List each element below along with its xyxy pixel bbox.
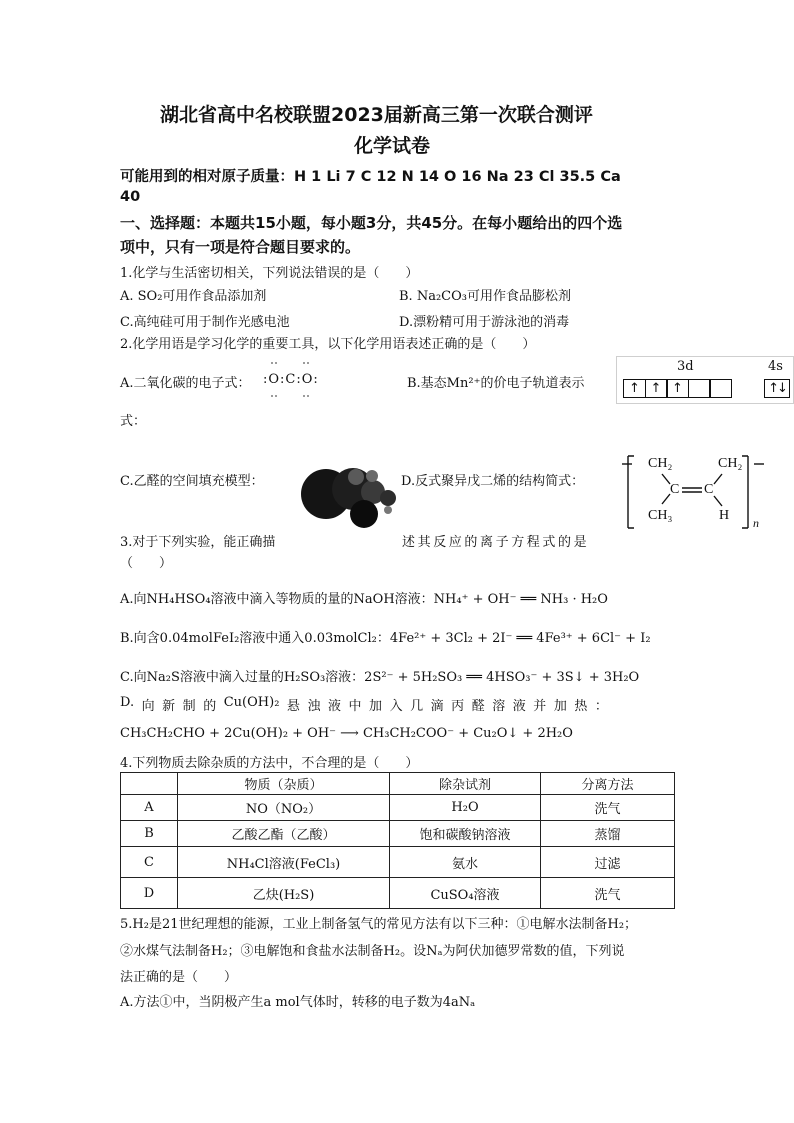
- q3-stem-right: 述其反应的离子方程式的是: [402, 535, 590, 550]
- orbital-diagram: [616, 356, 794, 404]
- q1-stem: 1.化学与生活密切相关，下列说法错误的是（ ）: [120, 266, 419, 281]
- table-cell: H₂O: [390, 795, 541, 821]
- page-title: 湖北省高中名校联盟2023届新高三第一次联合测评: [160, 104, 593, 126]
- table-cell: 洗气: [541, 878, 675, 909]
- orbital-box: [688, 379, 711, 398]
- orbital-box: ↑: [623, 379, 646, 398]
- q2-option-a: A.二氧化碳的电子式：: [120, 376, 251, 391]
- struct-n: n: [753, 516, 759, 530]
- q3-d-char: D.: [120, 695, 135, 710]
- q3-d-char: 新: [162, 699, 176, 714]
- q2-option-b: B.基态Mn²⁺的价电子轨道表示: [407, 376, 585, 391]
- q2-option-d: D.反式聚异戊二烯的结构简式：: [401, 474, 585, 489]
- q3-d-char: 液: [512, 699, 526, 714]
- struct-carbon-2: C: [704, 482, 714, 497]
- page-subtitle: 化学试卷: [354, 135, 431, 157]
- table-header-cell: 物质（杂质）: [178, 773, 390, 795]
- table-cell: 乙酸乙酯（乙酸）: [178, 821, 390, 847]
- orbital-box: [709, 379, 732, 398]
- table-header-cell: [121, 773, 178, 795]
- struct-h: H: [719, 508, 730, 523]
- table-header-cell: 除杂试剂: [390, 773, 541, 795]
- q3-stem-left: 3.对于下列实验，能正确描: [120, 535, 276, 550]
- atomic-mass-line-2: 40: [120, 189, 141, 205]
- polyisoprene-structure: [622, 452, 772, 534]
- q3-d-char: 加: [553, 699, 567, 714]
- section-heading: 一、选择题：本题共15小题，每小题3分，共45分。在每小题给出的四个选: [120, 214, 623, 232]
- table-cell: 洗气: [541, 795, 675, 821]
- q3-d-char: 并: [533, 699, 547, 714]
- acetaldehyde-model-image: [298, 462, 398, 540]
- q5-option-a: A.方法①中，当阴极产生a mol气体时，转移的电子数为4aNₐ: [120, 995, 476, 1010]
- table-cell: 蒸馏: [541, 821, 675, 847]
- q3-d-char: 入: [389, 699, 403, 714]
- q5-stem-line-3: 法正确的是（ ）: [120, 970, 238, 985]
- orbital-label-3d: 3d: [677, 359, 694, 374]
- q3-option-c: C.向Na₂S溶液中滴入过量的H₂SO₃溶液：2S²⁻ + 5H₂SO₃ ══ 4HSO₃⁻ + 3S↓ + 3H₂O: [120, 670, 640, 685]
- table-row: [121, 795, 675, 821]
- q3-d-char: 向: [141, 699, 155, 714]
- q3-d-char: 制: [182, 699, 196, 714]
- structure-bonds: [622, 452, 772, 534]
- struct-carbon-1: C: [670, 482, 680, 497]
- q3-option-d: [120, 695, 608, 714]
- table-row: [121, 878, 675, 909]
- q3-d-char: 中: [348, 699, 362, 714]
- table-cell: 饱和碳酸钠溶液: [390, 821, 541, 847]
- table-cell: A: [121, 795, 178, 821]
- q3-d-char: 热: [574, 699, 588, 714]
- q3-d-char: 的: [203, 699, 217, 714]
- table-cell: C: [121, 847, 178, 878]
- q4-stem: 4.下列物质去除杂质的方法中，不合理的是（ ）: [120, 756, 419, 771]
- q2-option-b-cont: 式：: [120, 414, 147, 429]
- q3-option-b: B.向含0.04molFeI₂溶液中通入0.03molCl₂：4Fe²⁺ + 3Cl₂ + 2I⁻ ══ 4Fe³⁺ + 6Cl⁻ + I₂: [120, 631, 651, 646]
- q1-option-d: D.漂粉精可用于游泳池的消毒: [399, 315, 570, 330]
- q2-stem: 2.化学用语是学习化学的重要工具，以下化学用语表述正确的是（ ）: [120, 337, 536, 352]
- q1-option-c: C.高纯硅可用于制作光感电池: [120, 315, 290, 330]
- orbital-3d-boxes: [623, 379, 731, 398]
- q2-option-c: C.乙醛的空间填充模型：: [120, 474, 264, 489]
- q5-stem-line-2: ②水煤气法制备H₂；③电解饱和食盐水法制备H₂。设Nₐ为阿伏加德罗常数的值，下列说: [120, 944, 625, 959]
- atomic-mass-line: 可能用到的相对原子质量：H 1 Li 7 C 12 N 14 O 16 Na 23 Cl 35.5 Ca: [120, 169, 621, 185]
- orbital-4s-box: [764, 379, 789, 398]
- q4-table: [120, 772, 675, 909]
- struct-ch3: CH₃: [648, 508, 673, 523]
- table-row: [121, 847, 675, 878]
- q3-d-char: 加: [369, 699, 383, 714]
- q3-d-char: 浊: [307, 699, 321, 714]
- q3-d-char: 悬: [286, 699, 300, 714]
- orbital-box: ↑: [666, 379, 689, 398]
- table-cell: NO（NO₂）: [178, 795, 390, 821]
- section-heading-2: 项中，只有一项是符合题目要求的。: [120, 238, 361, 256]
- q3-d-char: 几: [410, 699, 424, 714]
- q1-option-b: B. Na₂CO₃可用作食品膨松剂: [399, 289, 571, 304]
- q3-option-a: A.向NH₄HSO₄溶液中滴入等物质的量的NaOH溶液：NH₄⁺ + OH⁻ ══ NH₃ · H₂O: [120, 592, 608, 607]
- q3-stem-end: （ ）: [120, 556, 173, 571]
- orbital-box: ↑: [645, 379, 668, 398]
- q3-d-char: 丙: [451, 699, 465, 714]
- table-cell: CuSO₄溶液: [390, 878, 541, 909]
- struct-ch2-right: CH₂: [718, 456, 743, 471]
- table-cell: 乙炔(H₂S): [178, 878, 390, 909]
- q3-option-d-equation: CH₃CH₂CHO + 2Cu(OH)₂ + OH⁻ ⟶ CH₃CH₂COO⁻ + Cu₂O↓ + 2H₂O: [120, 726, 573, 741]
- orbital-box: ↑↓: [764, 379, 790, 398]
- struct-ch2-left: CH₂: [648, 456, 673, 471]
- table-cell: B: [121, 821, 178, 847]
- q3-d-char: 滴: [430, 699, 444, 714]
- q3-d-char: ：: [594, 699, 608, 714]
- electron-dots-icon: [262, 358, 322, 400]
- table-header-row: [121, 773, 675, 795]
- q3-d-char: 醛: [471, 699, 485, 714]
- table-cell: 过滤: [541, 847, 675, 878]
- orbital-label-4s: 4s: [768, 359, 783, 374]
- q3-d-char: 溶: [492, 699, 506, 714]
- table-cell: D: [121, 878, 178, 909]
- co2-electron-formula: :O:C:O:: [263, 372, 319, 387]
- table-cell: NH₄Cl溶液(FeCl₃): [178, 847, 390, 878]
- q3-d-char: Cu(OH)₂: [223, 695, 280, 710]
- table-header-cell: 分离方法: [541, 773, 675, 795]
- table-row: [121, 821, 675, 847]
- q3-d-char: 液: [327, 699, 341, 714]
- q5-stem-line-1: 5.H₂是21世纪理想的能源，工业上制备氢气的常见方法有以下三种：①电解水法制备H₂；: [120, 917, 638, 932]
- table-cell: 氨水: [390, 847, 541, 878]
- q1-option-a: A. SO₂可用作食品添加剂: [120, 289, 267, 304]
